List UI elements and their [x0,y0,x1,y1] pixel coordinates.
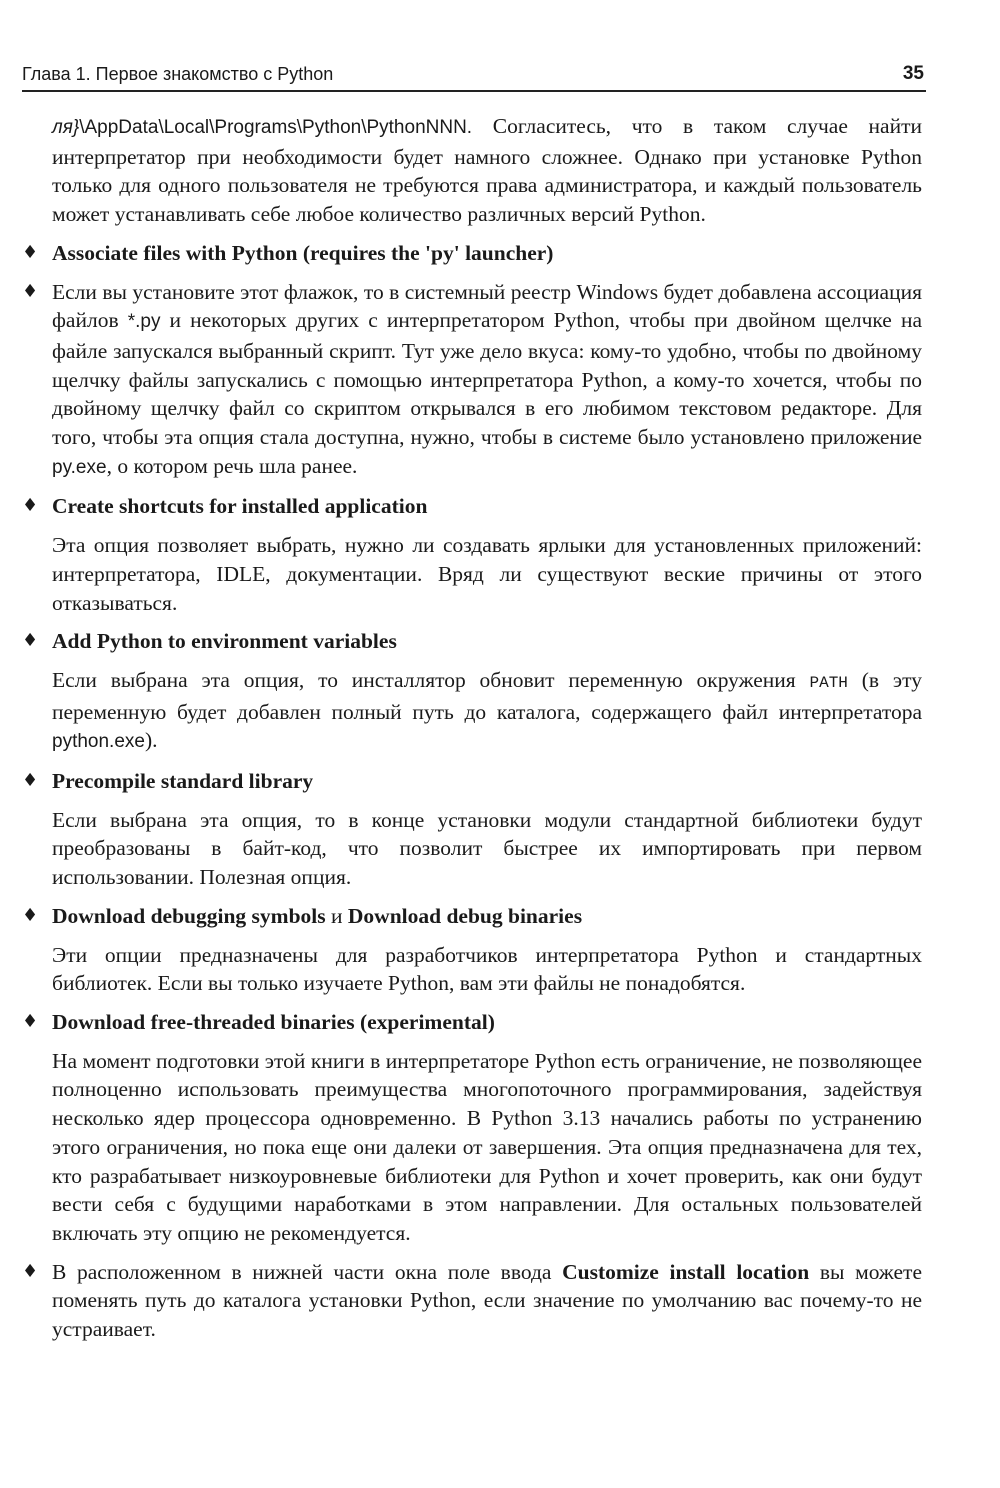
env-variable-name: PATH [809,673,848,692]
interpreter-filename: python.exe [52,731,145,753]
option-description [52,666,922,757]
bullet-icon: ♦ [22,1010,39,1032]
bullet-icon: ♦ [22,630,39,652]
bullet-icon: ♦ [22,280,39,302]
option-description: Эти опции предназначены для разработчиков интерпретатора Python и стандартных библиотек. Если вы только изучаете Python, вам эти файлы не понадобятся. [52,942,922,996]
conjunction: и [325,903,348,928]
bullet-icon: ♦ [22,770,39,792]
page-body [22,112,922,1354]
option-title: Precompile standard library [52,769,314,794]
option-text: , о котором речь шла ранее. [106,453,358,478]
bullet-icon: ♦ [22,495,39,517]
path-italic: ля} [52,117,80,138]
list-item-debugging [22,902,922,931]
install-path: \AppData\Local\Programs\Python\PythonNNN. [79,117,473,138]
list-item-association-description [22,278,922,483]
option-text: В расположенном в нижней части окна поле ввода [52,1259,563,1284]
bullet-icon: ♦ [22,904,39,926]
intro-text: Согласитесь, что в таком случае найти интерпретатор при необходимости будет намного сложнее. Однако при установке Python только для одного пользователя не требуются права администратора, и каждый пользователь может устанавливать себе любое количество различных версий Python. [52,114,922,227]
launcher-filename: py.exe [52,456,107,478]
option-title: Download debug binaries [347,903,583,928]
option-description: Эта опция позволяет выбрать, нужно ли создавать ярлыки для установленных приложений: интерпретатора, IDLE, документации. Вряд ли существуют веские причины от этого отказываться. [52,533,922,615]
chapter-title: Глава 1. Первое знакомство с Python [22,64,334,84]
option-title: Download debugging symbols [52,903,326,928]
option-text: вы можете поменять путь до каталога установки Python, если значение по умолчанию вас почему-то не устраивает. [52,1259,922,1342]
option-title: Associate files with Python (requires the 'py' launcher) [52,240,554,265]
option-title: Download free-threaded binaries (experimental) [52,1009,495,1034]
file-mask: *.py [127,311,161,333]
option-title: Add Python to environment variables [52,629,397,654]
list-item-free-threaded [22,1008,922,1037]
list-item-environment-variables [22,627,922,656]
bullet-icon: ♦ [22,241,39,263]
option-text: (в эту переменную будет добавлен полный путь до каталога, содержащего файл интерпретатора [52,667,922,724]
option-text: Если вы установите этот флажок, то в системный реестр Windows будет добавлена ассоциация файлов [52,279,922,333]
option-description: Если выбрана эта опция, то в конце установки модули стандартной библиотеки будут преобразованы в байт-код, что позволит быстрее их импортировать при первом использовании. Полезная опция. [52,807,922,890]
list-item-associate-files [22,239,922,268]
option-text: и некоторых других с интерпретатором Python, чтобы при двойном щелчке на файле запускался выбранный скрипт. Тут уже дело вкуса: кому-то удобно, чтобы по двойному щелчку файлы запускались с помощью интерпретатора Python, а кому-то хочется, чтобы по двойному щелчку файл со скриптом открывался в его любимом текстовом редакторе. Для того, чтобы эта опция стала доступна, нужно, чтобы в системе было установлено приложение [52,308,922,450]
bullet-icon: ♦ [22,1260,39,1282]
list-item-precompile [22,767,922,796]
page-number: 35 [902,63,924,84]
running-header [22,62,926,92]
list-item-create-shortcuts [22,492,922,521]
intro-paragraph [52,112,922,229]
option-description: На момент подготовки этой книги в интерпретаторе Python есть ограничение, не позволяющее полноценно использовать преимущества многопоточного программирования, задействуя несколько ядер процессора одновременно. В Python 3.13 начались работы по устранению этого ограничения, но пока еще они далеки от завершения. Эта опция предназначена для тех, кто разрабатывает низкоуровневые библиотеки для Python и хочет проверить, как они будут вести себя с будущими наработками в этом направлении. Для остальных пользователей включать эту опцию не рекомендуется. [52,1048,922,1245]
option-title: Customize install location [562,1259,810,1284]
option-title: Create shortcuts for installed application [52,494,428,519]
option-text: Если выбрана эта опция, то инсталлятор обновит переменную окружения [52,667,810,692]
list-item-install-location [22,1258,922,1344]
option-text: ). [144,728,158,753]
